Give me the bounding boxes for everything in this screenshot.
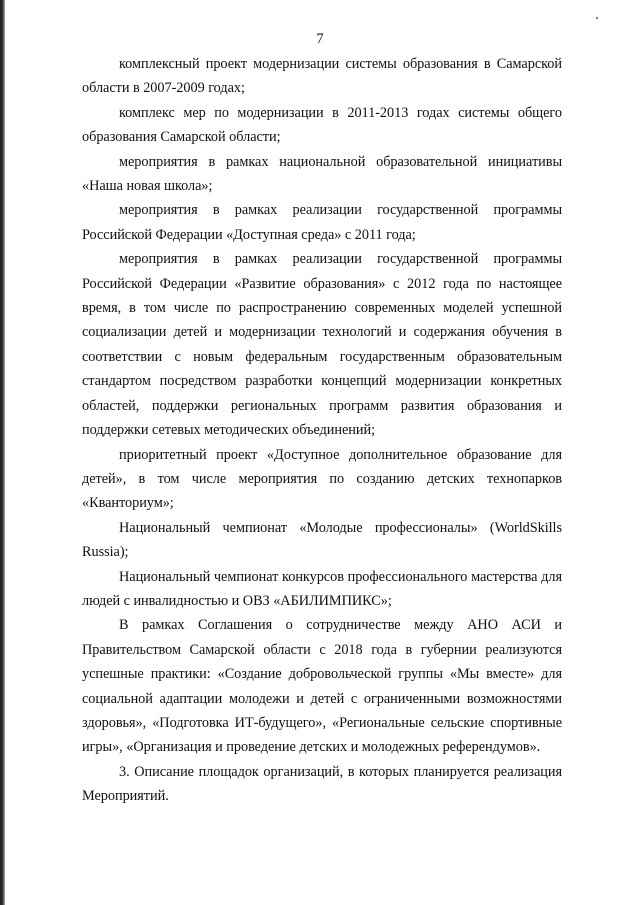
paragraph-3: мероприятия в рамках национальной образовательной инициативы «Наша новая школа»; [82,153,562,195]
paragraph-8: Национальный чемпионат конкурсов профессионального мастерства для людей с инвалидностью и ОВЗ «АБИЛИМПИКС»; [82,568,562,609]
paragraph-2: комплекс мер по модернизации в 2011-2013 годах системы общего образования Самарской области; [82,104,562,146]
paragraph-6: приоритетный проект «Доступное дополнительное образование для детей», в том числе мероприятия по созданию детских технопарков «Кванториум»; [82,446,562,512]
paragraph-9: В рамках Соглашения о сотрудничестве между АНО АСИ и Правительством Самарской области с 2018 года в губернии реализуются успешные практики: «Создание добровольческой группы «Мы вместе» для социальной адаптации молодежи и детей с ограниченными возможностями здоровья», «Подготовка ИТ-будущего», «Региональные сельские спортивные игры», «Организация и проведение детских и молодежных референдумов». [82,617,562,756]
scan-border [0,0,5,905]
paragraph-5: мероприятия в рамках реализации государственной программы Российской Федерации «Развитие образования» с 2012 года по настоящее время, в том числе по распространению современных моделей успешной социализации детей и модернизации технологий и содержания обучения в соответствии с новым федеральным государственным образовательным стандартом посредством разработки концепций модернизации конкретных областей, поддержки региональных программ развития образования и поддержки сетевых методических объединений; [82,251,562,439]
paragraph-7: Национальный чемпионат «Молодые профессионалы» (WorldSkills Russia); [82,519,562,561]
paragraph-4: мероприятия в рамках реализации государственной программы Российской Федерации «Доступная среда» с 2011 года; [82,202,562,243]
scan-speck [596,17,598,19]
paragraph-1: комплексный проект модернизации системы образования в Самарской области в 2007-2009 годах; [82,56,562,97]
paragraph-10: 3. Описание площадок организаций, в которых планируется реализация Мероприятий. [82,763,562,805]
page-number: 7 [316,31,324,47]
document-body [82,52,562,809]
